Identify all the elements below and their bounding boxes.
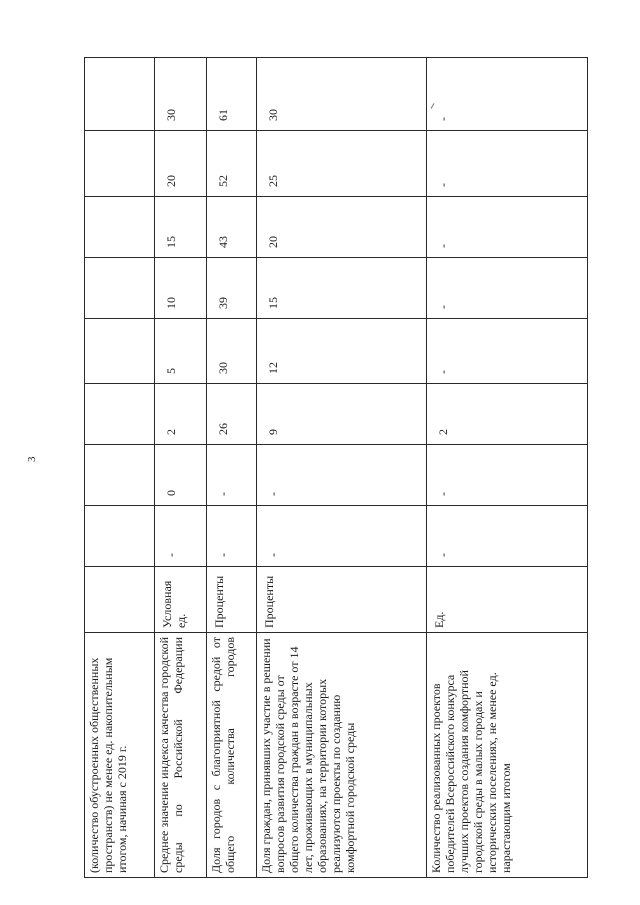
value-cell — [85, 384, 155, 445]
value-cell: 52 — [207, 131, 257, 197]
unit-cell: Проценты — [207, 567, 257, 633]
value-cell: - — [427, 131, 588, 197]
value-cell: 2 — [427, 384, 588, 445]
value-cell: 12 — [257, 319, 427, 384]
indicator-cell: (количество обустроенных общественных пространств) не менее ед. накопительным итогом, начиная с 2019 г. — [85, 633, 155, 878]
rotated-table-wrapper — [84, 58, 587, 878]
value-cell: - — [257, 506, 427, 567]
indicator-cell: Среднее значение индекса качества городской среды по Российской Федерации — [155, 633, 207, 878]
value-cell: - — [257, 445, 427, 506]
value-cell: 61 — [207, 58, 257, 131]
indicator-cell: Количество реализованных проектов победителей Всероссийского конкурса лучших проектов создания комфортной городской среды в малых городах и исторических поселениях, не менее ед. нарастающим итогом — [427, 633, 588, 878]
value-cell — [85, 319, 155, 384]
value-cell: 26 — [207, 384, 257, 445]
page-number: 3 — [26, 456, 38, 462]
value-cell — [85, 58, 155, 131]
unit-cell: Условная ед. — [155, 567, 207, 633]
value-cell: 20 — [257, 197, 427, 258]
value-cell: - — [427, 197, 588, 258]
value-cell: - — [427, 258, 588, 319]
unit-cell: Ед. — [427, 567, 588, 633]
value-cell: 30 — [155, 58, 207, 131]
value-cell — [85, 197, 155, 258]
value-cell: 39 — [207, 258, 257, 319]
value-cell: 20 — [155, 131, 207, 197]
value-cell: 0 — [155, 445, 207, 506]
value-cell: 5 — [155, 319, 207, 384]
table-row — [427, 58, 588, 878]
value-cell: 10 — [155, 258, 207, 319]
value-cell — [85, 445, 155, 506]
value-cell: 15 — [155, 197, 207, 258]
unit-cell: Проценты — [257, 567, 427, 633]
value-cell: - — [427, 506, 588, 567]
value-cell: - — [427, 445, 588, 506]
unit-cell — [85, 567, 155, 633]
value-cell: - — [427, 319, 588, 384]
value-cell — [85, 258, 155, 319]
table-row — [85, 58, 155, 878]
value-cell: 30 — [207, 319, 257, 384]
value-cell: - — [427, 58, 588, 131]
table-row — [207, 58, 257, 878]
table-row — [257, 58, 427, 878]
value-cell: 2 — [155, 384, 207, 445]
indicator-cell: Доля городов с благоприятной средой от общего количества городов — [207, 633, 257, 878]
value-cell: 30 — [257, 58, 427, 131]
value-cell — [85, 131, 155, 197]
value-cell: 9 — [257, 384, 427, 445]
value-cell: - — [207, 445, 257, 506]
value-cell: 25 — [257, 131, 427, 197]
indicators-table — [84, 57, 588, 878]
indicator-cell: Доля граждан, принявших участие в решении вопросов развития городской среды от общего количества граждан в возрасте от 14 лет, проживающих в муниципальных образованиях, на территории которых реализуются проекты по созданию комфортной городской среды — [257, 633, 427, 878]
table-row — [155, 58, 207, 878]
value-cell: 43 — [207, 197, 257, 258]
value-cell: - — [155, 506, 207, 567]
value-cell: 15 — [257, 258, 427, 319]
value-cell — [85, 506, 155, 567]
value-cell: - — [207, 506, 257, 567]
